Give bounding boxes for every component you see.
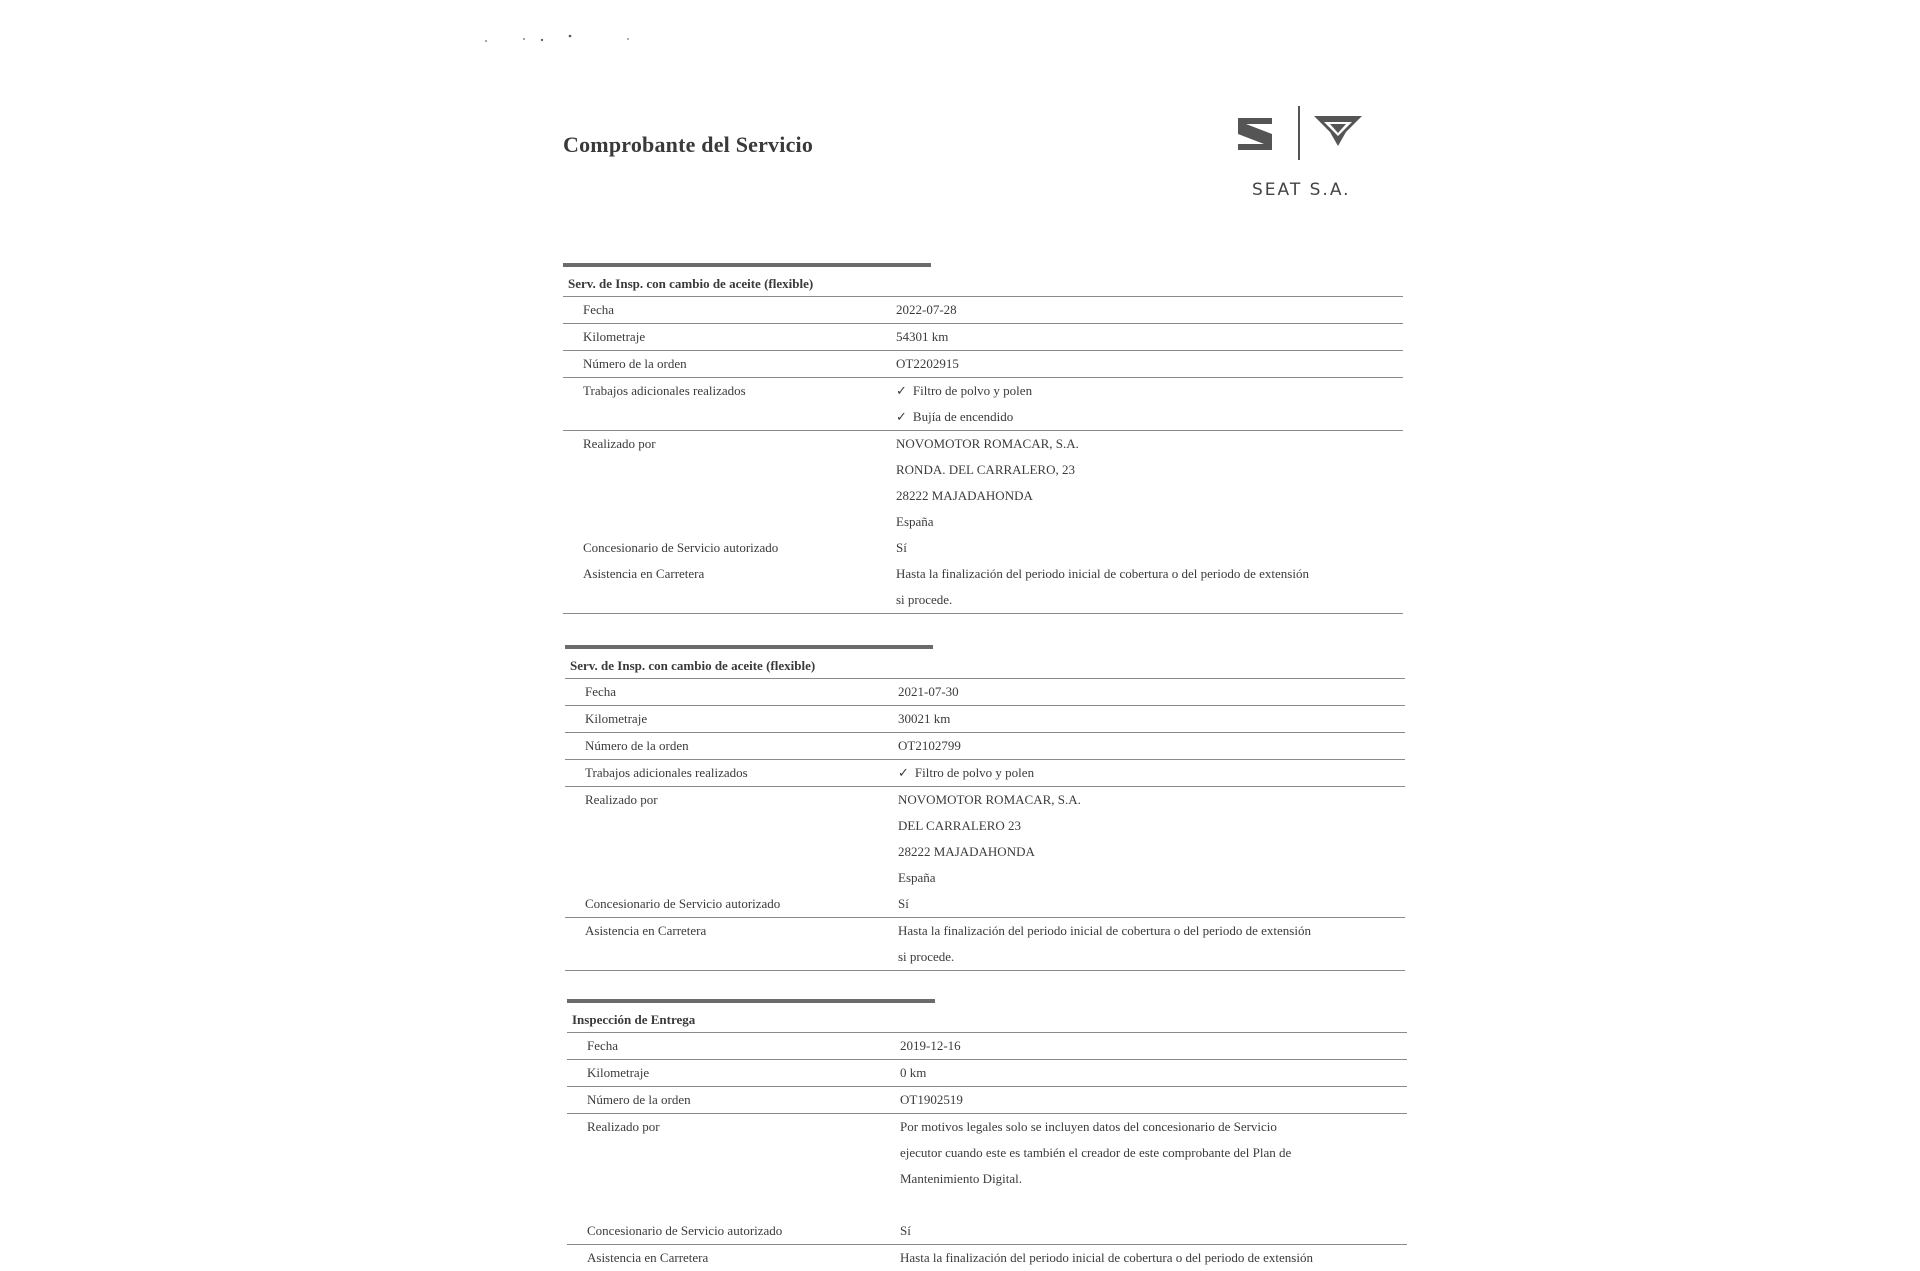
row-label: Número de la orden xyxy=(585,738,689,753)
row-trabajos-adicionales xyxy=(563,378,1403,431)
row-label: Fecha xyxy=(587,1038,619,1053)
row-label: Asistencia en Carretera xyxy=(587,1250,709,1265)
row-value: 30021 km xyxy=(898,711,951,726)
row-value: OT1902519 xyxy=(900,1092,963,1107)
row-realizado-por xyxy=(567,1114,1407,1218)
row-concesionario xyxy=(567,1218,1407,1245)
row-numero-orden xyxy=(563,351,1403,378)
row-label: Asistencia en Carretera xyxy=(583,566,705,581)
additional-work-item: Filtro de polvo y polen xyxy=(912,383,1033,398)
row-value: ejecutor cuando este es también el creador de este comprobante del Plan de xyxy=(900,1145,1292,1160)
row-fecha xyxy=(563,297,1403,324)
additional-work-item: Bujía de encendido xyxy=(912,409,1014,424)
row-label: Realizado por xyxy=(585,792,658,807)
checkmark-icon: ✓ xyxy=(898,765,909,780)
dealer-city: 28222 MAJADAHONDA xyxy=(896,488,1033,503)
row-realizado-por xyxy=(565,787,1405,891)
dealer-address: RONDA. DEL CARRALERO, 23 xyxy=(896,462,1075,477)
row-label: Concesionario de Servicio autorizado xyxy=(585,896,781,911)
row-value: 0 km xyxy=(900,1065,927,1080)
row-value: Sí xyxy=(896,540,907,555)
additional-work-item: Filtro de polvo y polen xyxy=(914,765,1035,780)
row-label: Fecha xyxy=(585,684,617,699)
dealer-country: España xyxy=(896,514,934,529)
row-value: Mantenimiento Digital. xyxy=(900,1171,1023,1186)
row-label: Fecha xyxy=(583,302,615,317)
row-label: Realizado por xyxy=(583,436,656,451)
row-value: Hasta la finalización del periodo inicial de cobertura o del periodo de extensión xyxy=(898,923,1311,938)
row-trabajos-adicionales xyxy=(565,760,1405,787)
row-value: 2021-07-30 xyxy=(898,684,959,699)
row-label: Número de la orden xyxy=(587,1092,691,1107)
row-kilometraje xyxy=(567,1060,1407,1087)
section-title: Inspección de Entrega xyxy=(567,1003,1407,1033)
row-value: OT2102799 xyxy=(898,738,961,753)
dealer-country: España xyxy=(898,870,936,885)
row-value: si procede. xyxy=(896,592,953,607)
dealer-city: 28222 MAJADAHONDA xyxy=(898,844,1035,859)
document-title: Comprobante del Servicio xyxy=(563,132,814,157)
row-value: Hasta la finalización del periodo inicial de cobertura o del periodo de extensión xyxy=(896,566,1309,581)
row-fecha xyxy=(565,679,1405,706)
row-numero-orden xyxy=(565,733,1405,760)
row-value: si procede. xyxy=(898,949,955,964)
seat-logo-icon xyxy=(1228,104,1368,164)
row-value: OT2202915 xyxy=(896,356,959,371)
row-value: 2022-07-28 xyxy=(896,302,957,317)
row-value: Por motivos legales solo se incluyen datos del concesionario de Servicio xyxy=(900,1119,1277,1134)
dealer-address: DEL CARRALERO 23 xyxy=(898,818,1022,833)
row-label: Kilometraje xyxy=(583,329,646,344)
row-fecha xyxy=(567,1033,1407,1060)
seat-cupra-logo xyxy=(1228,104,1368,204)
row-kilometraje xyxy=(565,706,1405,733)
row-kilometraje xyxy=(563,324,1403,351)
row-value: 2019-12-16 xyxy=(900,1038,961,1053)
row-asistencia xyxy=(563,561,1403,614)
service-record-2021 xyxy=(565,645,1405,971)
company-name: SEAT S.A. xyxy=(1252,180,1351,200)
scan-artifact-dots xyxy=(478,30,658,50)
checkmark-icon: ✓ xyxy=(896,383,907,398)
row-value: Sí xyxy=(898,896,909,911)
row-label: Trabajos adicionales realizados xyxy=(585,765,748,780)
row-label: Trabajos adicionales realizados xyxy=(583,383,746,398)
row-realizado-por xyxy=(563,431,1403,535)
row-value xyxy=(900,1192,1401,1218)
row-label: Asistencia en Carretera xyxy=(585,923,707,938)
section-title: Serv. de Insp. con cambio de aceite (flexible) xyxy=(565,649,1405,679)
row-label: Kilometraje xyxy=(587,1065,650,1080)
dealer-name: NOVOMOTOR ROMACAR, S.A. xyxy=(898,792,1081,807)
row-label: Concesionario de Servicio autorizado xyxy=(583,540,779,555)
row-asistencia xyxy=(565,918,1405,971)
section-title: Serv. de Insp. con cambio de aceite (flexible) xyxy=(563,267,1403,297)
row-concesionario xyxy=(565,891,1405,918)
dealer-name: NOVOMOTOR ROMACAR, S.A. xyxy=(896,436,1079,451)
delivery-inspection-record xyxy=(567,999,1407,1271)
service-record-2022 xyxy=(563,263,1403,614)
row-label: Realizado por xyxy=(587,1119,660,1134)
row-label: Concesionario de Servicio autorizado xyxy=(587,1223,783,1238)
row-concesionario xyxy=(563,535,1403,561)
row-label: Kilometraje xyxy=(585,711,648,726)
row-value: Hasta la finalización del periodo inicial de cobertura o del periodo de extensión xyxy=(900,1250,1313,1265)
row-asistencia xyxy=(567,1245,1407,1271)
row-value: 54301 km xyxy=(896,329,949,344)
row-value: Sí xyxy=(900,1223,911,1238)
row-label: Número de la orden xyxy=(583,356,687,371)
checkmark-icon: ✓ xyxy=(896,409,907,424)
row-numero-orden xyxy=(567,1087,1407,1114)
